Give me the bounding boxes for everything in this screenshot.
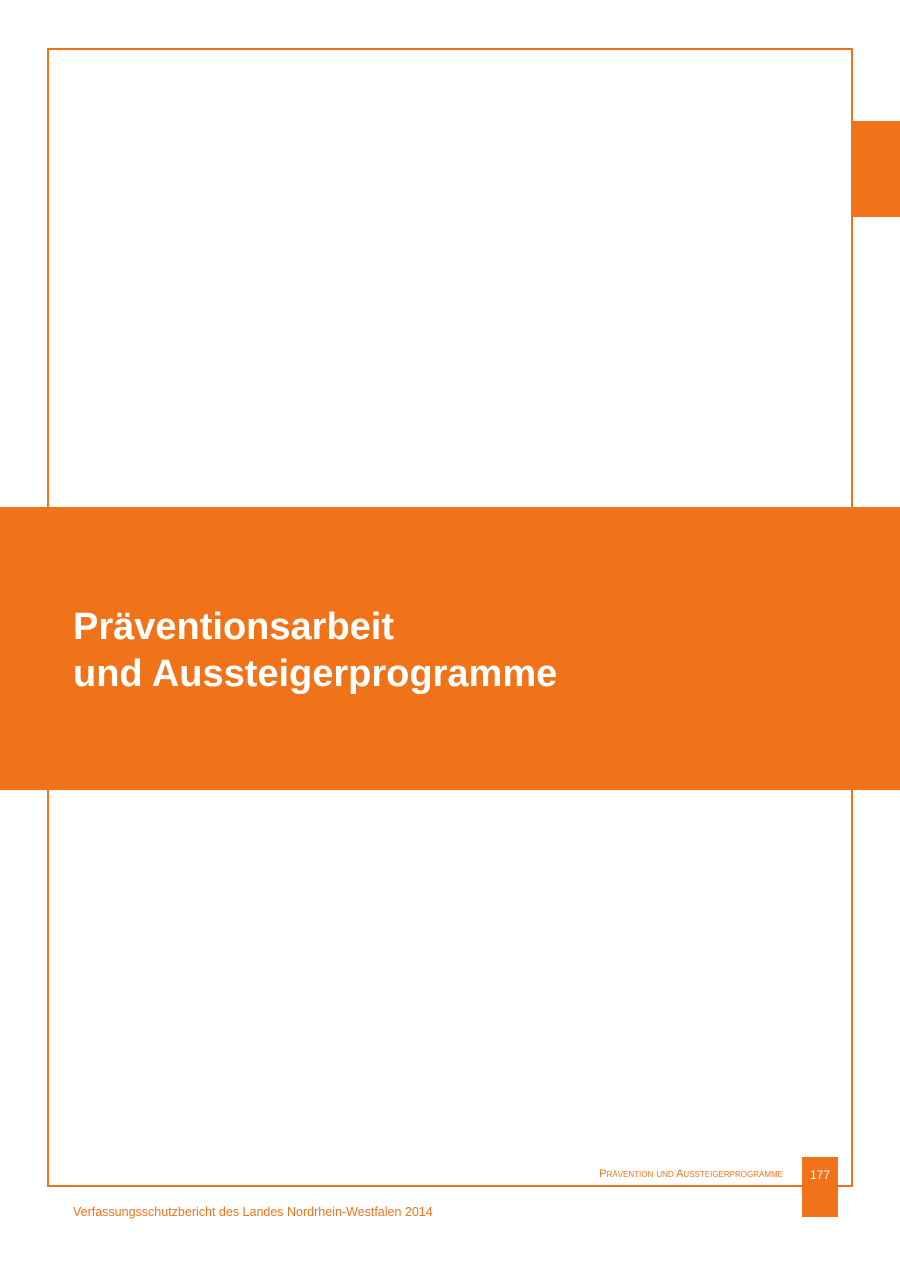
page-number-box (802, 1157, 838, 1217)
chapter-title (73, 604, 557, 698)
running-header: Prävention und Aussteigerprogramme (599, 1168, 783, 1180)
chapter-title-line-2: und Aussteigerprogramme (73, 653, 558, 695)
chapter-tab-marker (853, 121, 900, 217)
chapter-title-line-1: Präventionsarbeit (73, 606, 394, 648)
footer-text: Verfassungsschutzbericht des Landes Nordrhein-Westfalen 2014 (73, 1205, 433, 1219)
page-number: 177 (809, 1168, 831, 1182)
